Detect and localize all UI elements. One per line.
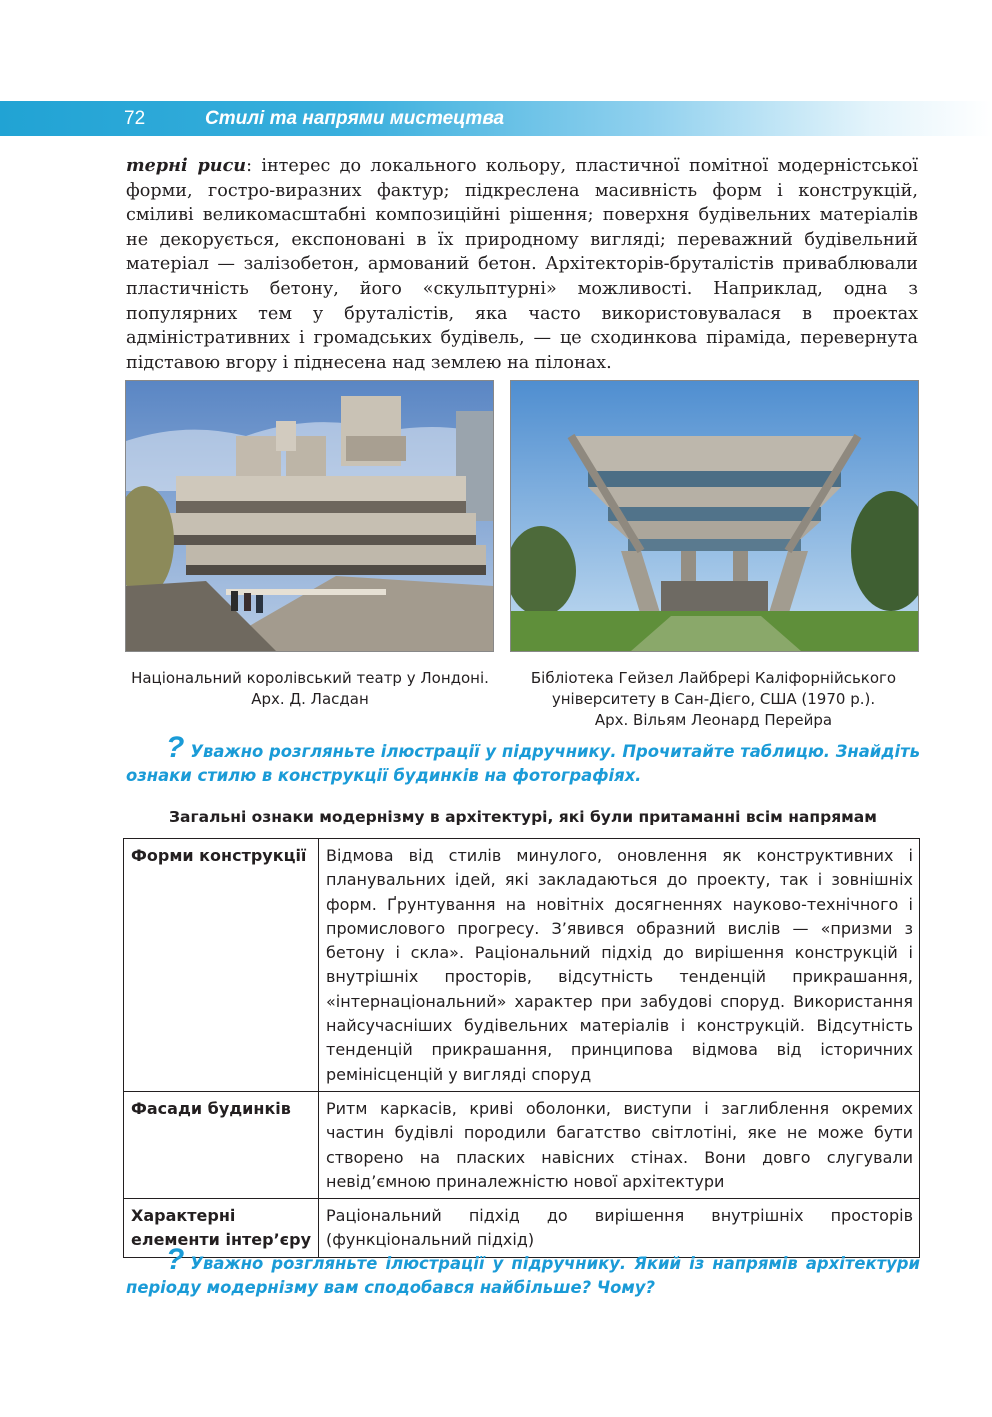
caption-line: Бібліотека Гейзел Лайбрері Каліфорнійського: [530, 669, 897, 687]
features-table: [123, 838, 920, 1258]
photo-geisel-library: [510, 380, 919, 652]
question-mark-icon: ?: [166, 1243, 185, 1276]
row-label: Характерні елементи інтер’єру: [124, 1199, 319, 1258]
row-label: Форми конструкції: [124, 839, 319, 1092]
row-text: Раціональний підхід до вирішення внутрішніх просторів (функціональний підхід): [319, 1199, 920, 1258]
caption-national-theatre: [110, 668, 510, 710]
row-text: Ритм каркасів, криві оболонки, виступи і заглиблення окремих частин будівлі породили багатство світлотіні, яке не може бути створено на пласких навісних стінах. Вони довго слугували невід’ємною приналежністю нової архітектури: [319, 1091, 920, 1198]
caption-line: Арх. Вільям Леонард Перейра: [594, 711, 833, 729]
question-mark-icon: ?: [166, 731, 185, 764]
table-row: [124, 1091, 920, 1198]
intro-text: : інтерес до локального кольору, пластичної помітної модерністської форми, гостро-виразних фактур; підкреслена масивність форм і конструкцій, сміливі великомасштабні композиційні рішення; поверхня будівельних матеріалів не декорується, експоновані в їх природному вигляді; переважний будівельний матеріал — залізобетон, армований бетон. Архітекторів-бруталістів приваблювали пластичність бетону, його «скульптурні» можливості. Наприклад, одна з популярних тем у бруталістів, яка часто використовувалася в проектах адміністративних і громадських будівель, — це сходинкова піраміда, перевернута підставою вгору і піднесена над землею на пілонах.: [126, 156, 918, 373]
table-row: [124, 839, 920, 1092]
table-row: [124, 1199, 920, 1258]
intro-paragraph: [126, 154, 918, 375]
caption-line: університету в Сан-Дієго, США (1970 р.).: [551, 690, 876, 708]
caption-line: Національний королівський театр у Лондоні.: [131, 669, 489, 687]
intro-term: терні риси: [126, 155, 247, 176]
task-question: [126, 731, 920, 788]
row-text: Відмова від стилів минулого, оновлення як конструктивних і планувальних ідей, які закладаються до проекту, так і зовнішніх форм. Ґрунтування на новітніх досягненнях науково-технічного і промислового прогресу. З’явився образний вислів — «призми з бетону і скла». Раціональний підхід до вирішення конструкцій і внутрішніх просторів, відсутність тенденцій прикрашання, «інтернаціональний» характер при забудові споруд. Використання найсучасніших будівельних матеріалів і конструкцій. Відсутність тенденцій прикрашання, принципова відмова від історичних ремінісценцій у вигляді споруд: [319, 839, 920, 1092]
page-number: 72: [124, 108, 146, 129]
photo-national-theatre: [125, 380, 494, 652]
caption-line: Арх. Д. Ласдан: [251, 690, 369, 708]
task-question: [126, 1243, 920, 1300]
task-text: Уважно розгляньте ілюстрації у підручнику. Який із напрямів архітектури періоду модернізму вам сподобався найбільше? Чому?: [126, 1254, 920, 1297]
caption-geisel-library: [510, 668, 917, 731]
task-text: Уважно розгляньте ілюстрації у підручнику. Прочитайте таблицю. Знайдіть ознаки стилю в конструкції будинків на фотографіях.: [126, 742, 920, 785]
row-label: Фасади будинків: [124, 1091, 319, 1198]
running-title: Стилі та напрями мистецтва: [205, 108, 505, 129]
table-title: Загальні ознаки модернізму в архітектурі, які були притаманні всім напрямам: [169, 808, 877, 826]
